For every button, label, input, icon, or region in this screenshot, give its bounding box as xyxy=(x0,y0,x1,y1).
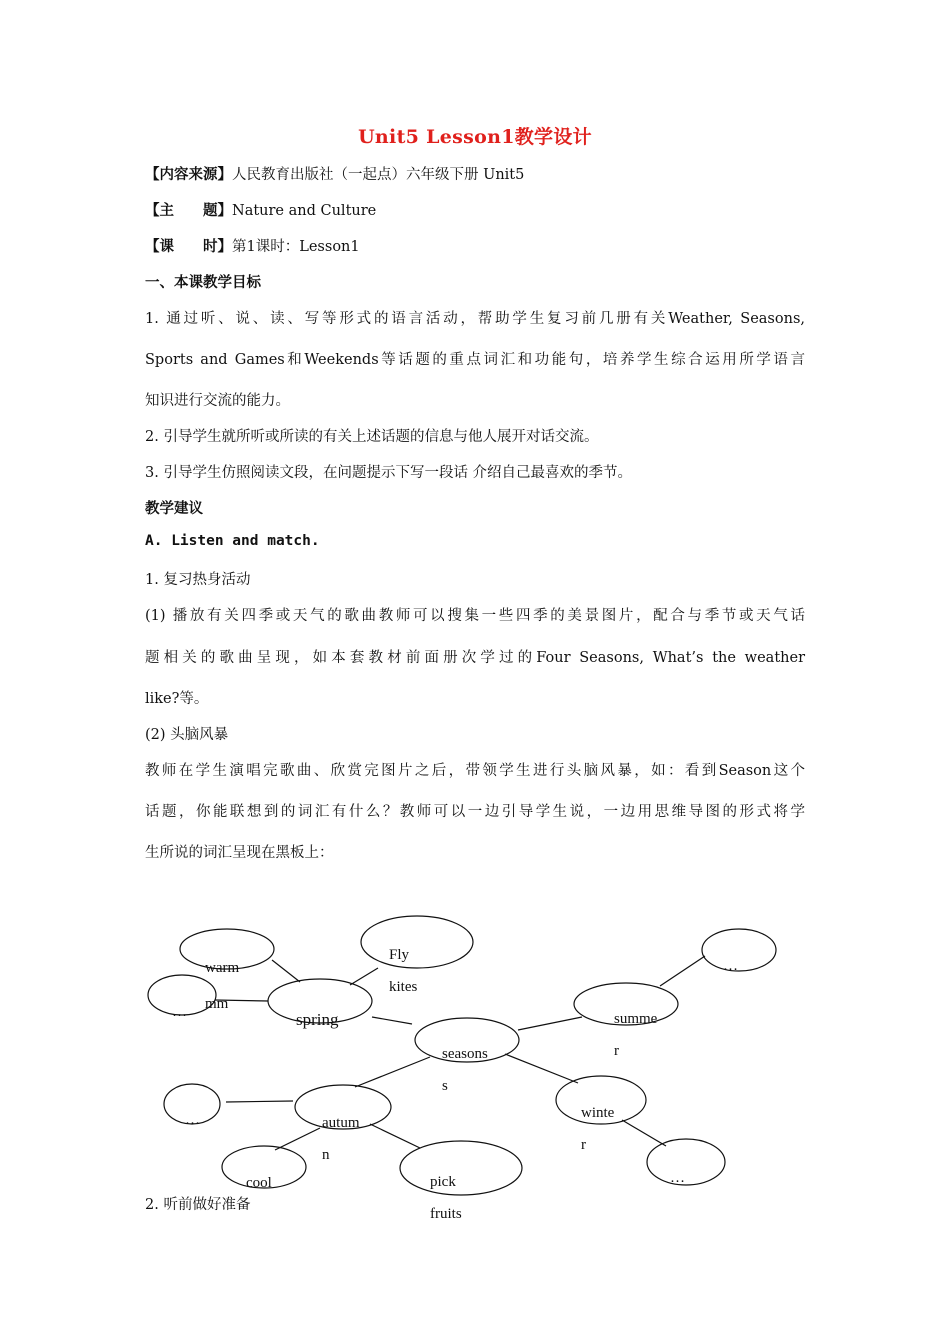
paragraph-3-line-2: 话题，你能联想到的词汇有什么？教师可以一边引导学生说，一边用思维导图的形式将学 xyxy=(145,804,805,820)
objective-1-line-2: Sports and Games和Weekends等话题的重点词汇和功能句，培养学生综合运用所学语言 xyxy=(145,352,805,368)
objectives-heading: 一、本课教学目标 xyxy=(145,274,261,291)
topic-label: 【主 题】 xyxy=(145,202,232,219)
label-autumn-overflow: n xyxy=(322,1147,330,1163)
label-ellipsis-left-top: … xyxy=(172,1004,187,1020)
connector-seasons-summer xyxy=(518,1017,582,1030)
paragraph-1-line-1: (1) 播放有关四季或天气的歌曲教师可以搜集一些四季的美景图片，配合与季节或天气话 xyxy=(145,608,805,624)
connector-winter-ellipsis xyxy=(622,1120,666,1146)
label-summer-overflow: r xyxy=(614,1043,619,1059)
connector-warm-spring xyxy=(272,960,300,982)
topic-value: Nature and Culture xyxy=(232,203,377,219)
label-seasons: seasons xyxy=(442,1046,488,1062)
label-kites: kites xyxy=(389,979,418,995)
connector-ellipsis-autumn xyxy=(226,1101,293,1102)
paragraph-1-line-2: 题相关的歌曲呈现，如本套教材前面册次学过的Four Seasons, What’s the weather xyxy=(145,650,805,666)
label-fly: Fly xyxy=(389,947,410,963)
node-pick-fruits xyxy=(400,1141,522,1195)
connector-seasons-winter xyxy=(505,1054,578,1083)
label-pick: pick xyxy=(430,1174,456,1190)
connector-seasons-autumn xyxy=(355,1057,430,1087)
label-ellipsis-right-top: … xyxy=(723,958,738,974)
node-ellipsis-right-bottom xyxy=(647,1139,725,1185)
paragraph-3-line-1: 教师在学生演唱完歌曲、欣赏完图片之后，带领学生进行头脑风暴，如：看到Season这个 xyxy=(145,763,805,779)
objective-3: 3. 引导学生仿照阅读文段，在问题提示下写一段话 介绍自己最喜欢的季节。 xyxy=(145,465,633,481)
period-label: 【课 时】 xyxy=(145,238,232,255)
document-title: Unit5 Lesson1教学设计 xyxy=(358,126,592,148)
connector-spring-seasons xyxy=(372,1017,412,1024)
source-value: 人民教育出版社（一起点）六年级下册 Unit5 xyxy=(232,167,525,183)
step-1-heading: 1. 复习热身活动 xyxy=(145,572,251,588)
node-ellipsis-right-top xyxy=(702,929,776,971)
label-spring: spring xyxy=(296,1010,339,1029)
label-winter-overflow: r xyxy=(581,1137,586,1153)
node-fly-kites xyxy=(361,916,473,968)
section-a-heading: A. Listen and match. xyxy=(145,533,320,549)
label-seasons-overflow: s xyxy=(442,1078,448,1094)
connector-autumn-pick-fruits xyxy=(370,1124,420,1148)
suggestions-heading: 教学建议 xyxy=(145,500,203,517)
label-winter: winte xyxy=(581,1105,615,1121)
connector-autumn-cool xyxy=(275,1128,320,1150)
label-cool: cool xyxy=(246,1175,272,1191)
label-fruits: fruits xyxy=(430,1206,462,1222)
label-warm-overflow: mm xyxy=(205,996,229,1012)
source-label: 【内容来源】 xyxy=(145,166,232,183)
connector-summer-ellipsis xyxy=(660,956,705,986)
paragraph-1-line-3: like?等。 xyxy=(145,691,209,707)
objective-1-line-3: 知识进行交流的能力。 xyxy=(145,393,290,409)
label-warm: warm xyxy=(205,960,240,976)
objective-1-line-1: 1. 通过听、说、读、写等形式的语言活动，帮助学生复习前几册有关Weather, Seasons, xyxy=(145,311,805,327)
paragraph-2: (2) 头脑风暴 xyxy=(145,727,229,743)
label-ellipsis-right-bottom: … xyxy=(670,1170,685,1186)
label-autumn: autum xyxy=(322,1115,360,1131)
objective-2: 2. 引导学生就所听或所读的有关上述话题的信息与他人展开对话交流。 xyxy=(145,429,599,445)
step-2-heading: 2. 听前做好准备 xyxy=(145,1197,251,1213)
label-summer: summe xyxy=(614,1011,658,1027)
paragraph-3-line-3: 生所说的词汇呈现在黑板上： xyxy=(145,845,334,861)
period-value: 第1课时：Lesson1 xyxy=(232,239,360,255)
connector-spring-fly-kites xyxy=(350,968,378,985)
label-ellipsis-left-bottom: … xyxy=(185,1112,200,1128)
